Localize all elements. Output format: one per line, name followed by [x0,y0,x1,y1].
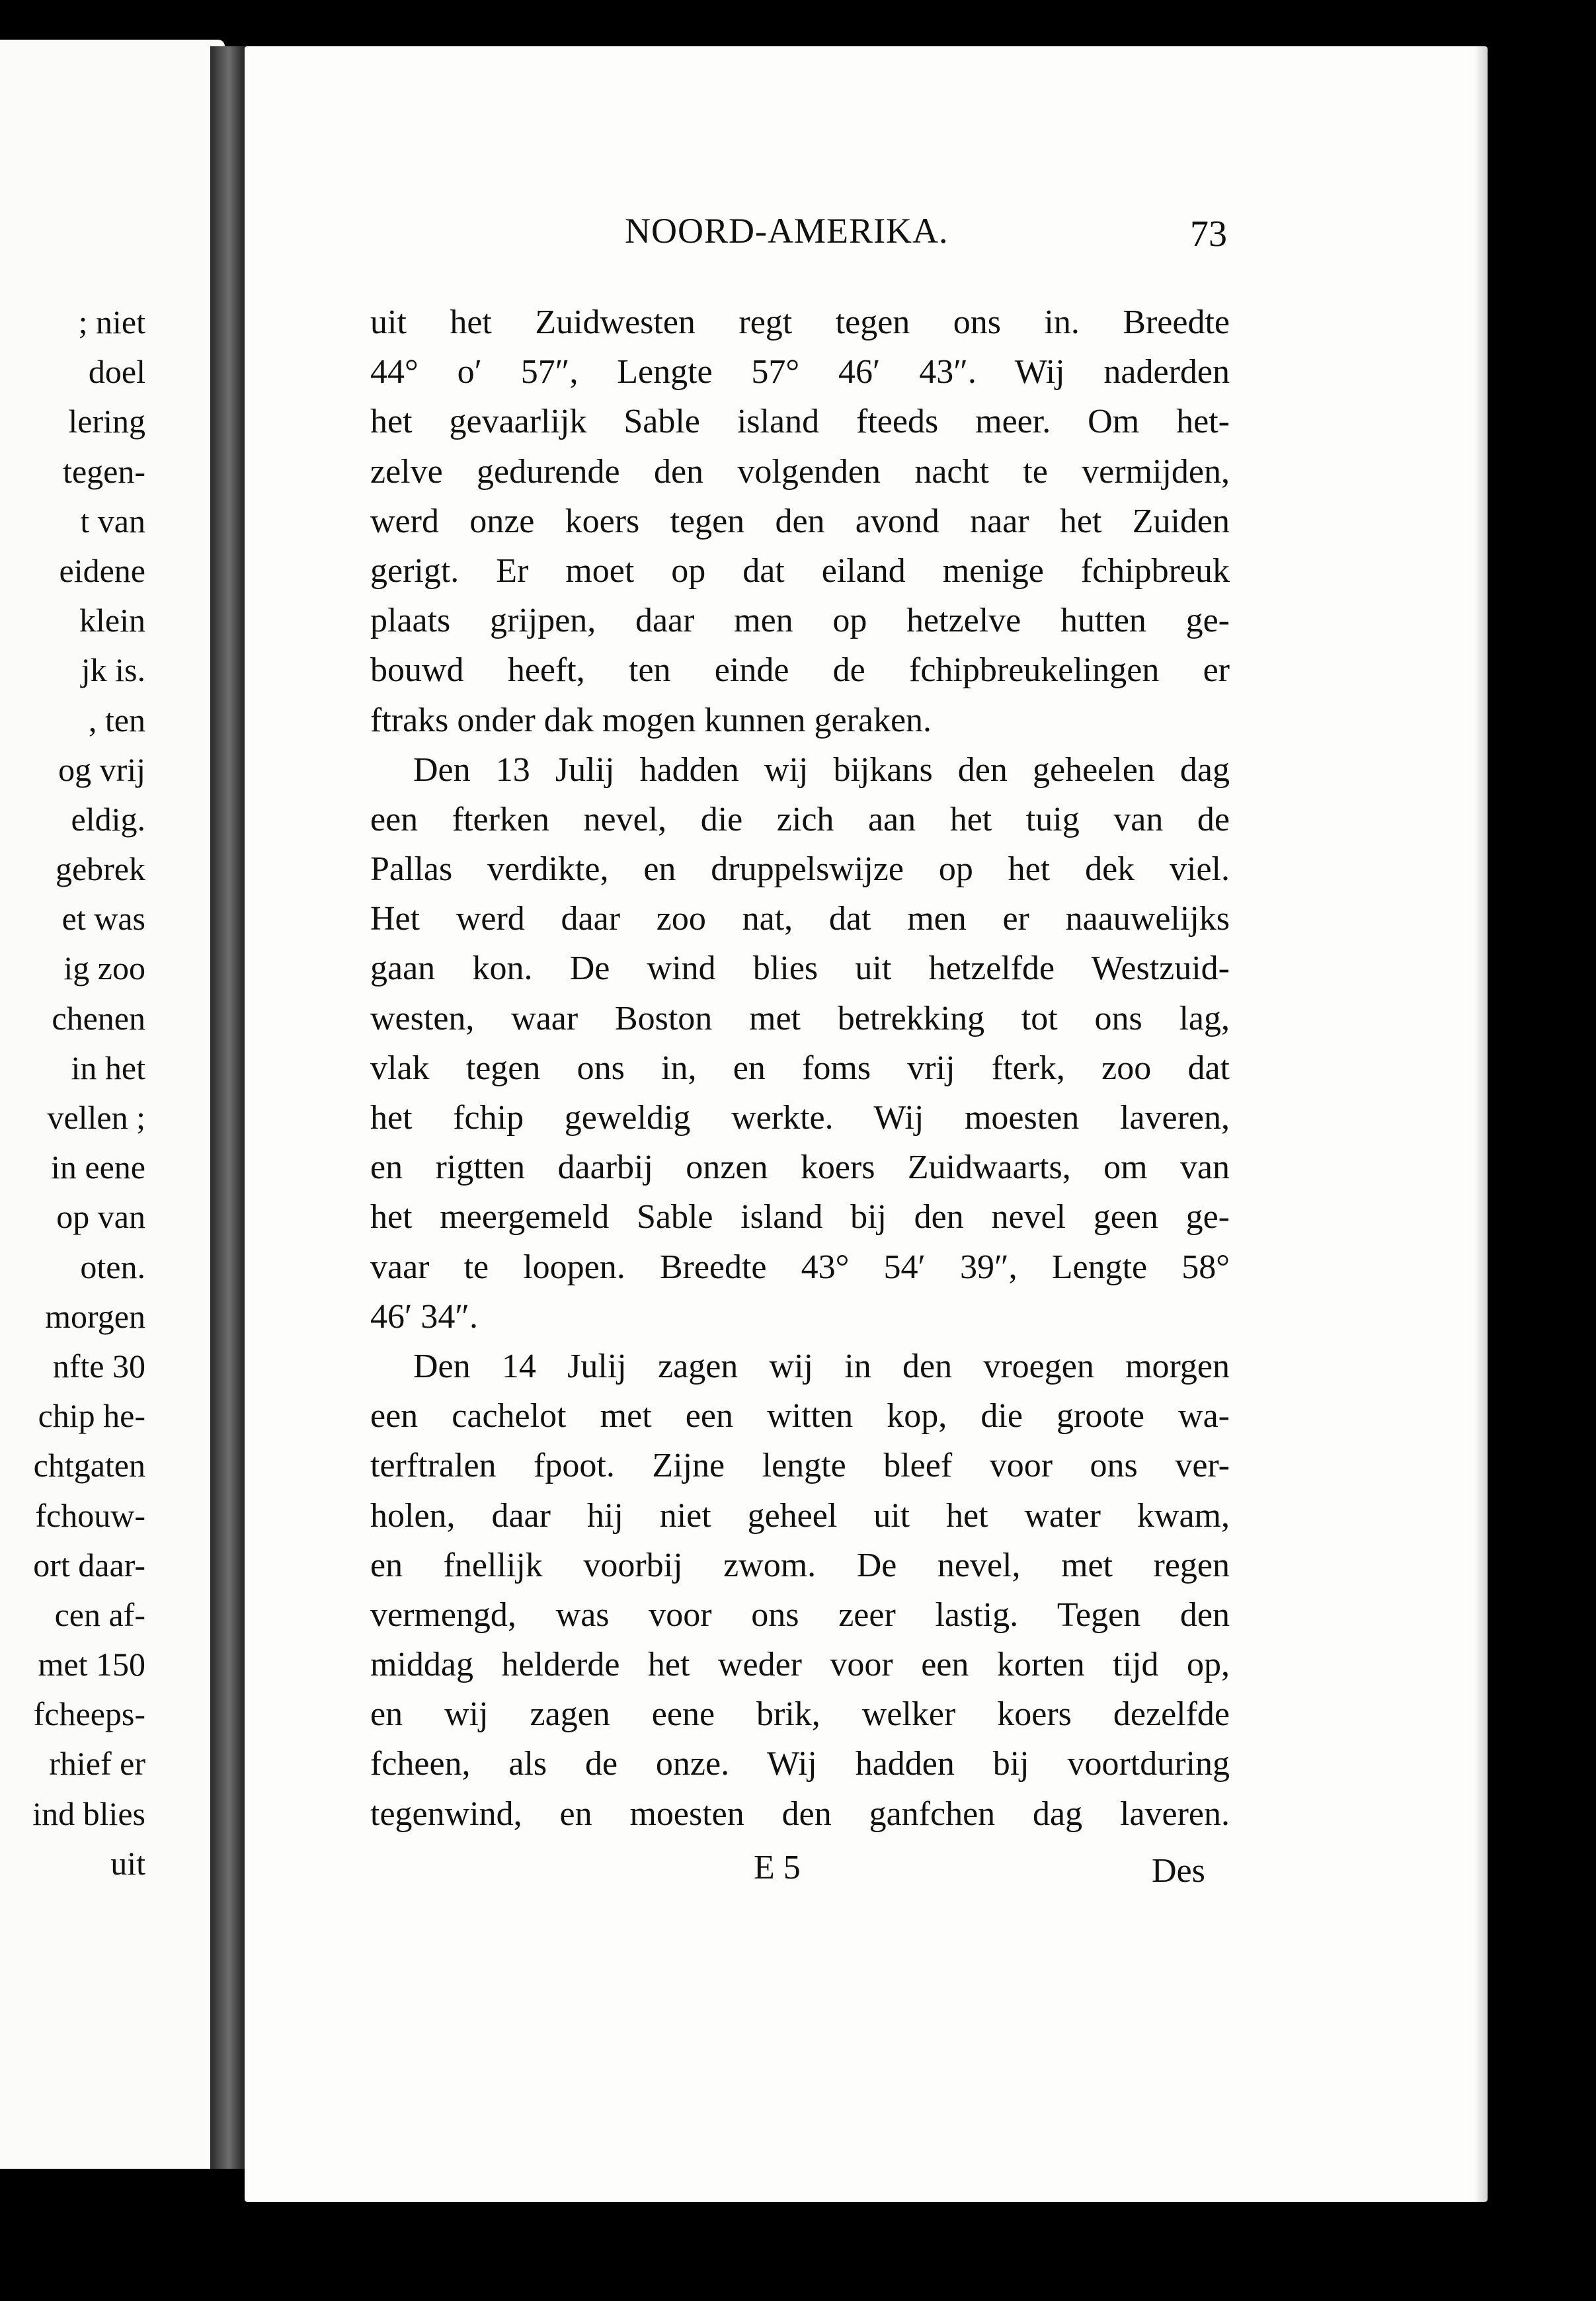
left-page-line: uit [110,1844,145,1882]
left-page-line: chtgaten [33,1447,145,1484]
text-line: terftralen fpoot. Zijne lengte bleef voor ons ver- [370,1447,1230,1485]
left-page-line: , ten [88,701,145,739]
text-line: middag helderde het weder voor een korten tijd op, [370,1646,1230,1684]
text-line: 46′ 34″. [370,1297,479,1336]
left-page-line: oten. [80,1248,145,1285]
left-page-line: nfte 30 [52,1347,145,1385]
text-line: gerigt. Er moet op dat eiland menige fchipbreuk [370,551,1230,590]
text-line: tegenwind, en moesten den ganfchen dag laveren. [370,1795,1230,1833]
left-page-line: morgen [45,1297,145,1335]
left-page-line: in eene [51,1149,145,1186]
text-line: en rigtten daarbij onzen koers Zuidwaarts, om van [370,1149,1230,1187]
text-line: ftraks onder dak mogen kunnen geraken. [370,701,932,739]
left-page-line: lering [68,403,145,440]
signature-mark: E 5 [754,1849,801,1886]
left-page-line: vellen ; [47,1099,145,1136]
catchword: Des [1152,1852,1205,1890]
text-line: Den 13 Julij hadden wij bijkans den geheelen dag [413,750,1230,789]
left-page-line: jk is. [81,651,145,689]
text-line: zelve gedurende den volgenden nacht te vermijden, [370,452,1230,491]
left-page-line: fchouw- [35,1496,145,1534]
left-page-line: ; niet [78,303,145,341]
text-line: fcheen, als de onze. Wij hadden bij voortduring [370,1745,1230,1783]
left-page-line: ind blies [32,1795,145,1832]
text-line: vaar te loopen. Breedte 43° 54′ 39″, Lengte 58° [370,1248,1230,1286]
text-line: een cachelot met een witten kop, die groote wa- [370,1397,1230,1435]
text-line: holen, daar hij niet geheel uit het water kwam, [370,1496,1230,1535]
left-page-line: klein [79,602,145,639]
body-text [370,298,1230,1839]
text-line: het fchip geweldig werkte. Wij moesten laveren, [370,1099,1230,1137]
text-line: gaan kon. De wind blies uit hetzelfde Westzuid- [370,949,1230,988]
running-head: NOORD-AMERIKA. [625,211,949,251]
text-line: plaats grijpen, daar men op hetzelve hutten ge- [370,602,1230,640]
text-line: Den 14 Julij zagen wij in den vroegen morgen [413,1347,1230,1385]
left-page-line: ort daar- [33,1546,145,1584]
text-line: westen, waar Boston met betrekking tot ons lag, [370,999,1230,1037]
left-page-line: chip he- [38,1397,145,1435]
left-page-line: og vrij [58,750,145,788]
left-page-line: chenen [52,999,145,1037]
text-line: uit het Zuidwesten regt tegen ons in. Breedte [370,303,1230,341]
text-line: 44° o′ 57″, Lengte 57° 46′ 43″. Wij naderden [370,353,1230,391]
text-line: Het werd daar zoo nat, dat men er naauwelijks [370,900,1230,938]
left-page-line: cen af- [54,1595,145,1633]
text-line: een fterken nevel, die zich aan het tuig van de [370,800,1230,838]
left-page-line: op van [56,1198,145,1236]
left-page-line: doel [88,353,145,391]
left-page-line: t van [80,502,145,540]
left-page-line: rhief er [49,1745,145,1783]
left-page-line: eidene [59,551,145,589]
text-line: en fnellijk voorbij zwom. De nevel, met regen [370,1546,1230,1584]
text-line: vlak tegen ons in, en foms vrij fterk, zoo dat [370,1049,1230,1087]
text-line: en wij zagen eene brik, welker koers dezelfde [370,1695,1230,1734]
page-number: 73 [1190,214,1227,255]
left-page-line: in het [71,1049,145,1086]
left-page-line: gebrek [55,850,145,888]
left-page-line: fcheeps- [33,1695,145,1733]
text-line: het meergemeld Sable island bij den nevel geen ge- [370,1198,1230,1236]
left-page-line: tegen- [63,452,145,490]
left-page-text [0,298,145,1888]
left-page-line: met 150 [38,1646,145,1683]
left-page-line: ig zoo [63,949,145,987]
text-line: het gevaarlijk Sable island fteeds meer. Om het- [370,403,1230,441]
text-line: werd onze koers tegen den avond naar het Zuiden [370,502,1230,540]
left-page-line: eldig. [71,800,145,838]
page-edge-shadow [1474,46,1501,2202]
text-line: Pallas verdikte, en druppelswijze op het dek viel. [370,850,1230,889]
left-page-line: et was [61,900,145,938]
text-line: bouwd heeft, ten einde de fchipbreukelingen er [370,651,1230,690]
text-line: vermengd, was voor ons zeer lastig. Tegen den [370,1595,1230,1634]
